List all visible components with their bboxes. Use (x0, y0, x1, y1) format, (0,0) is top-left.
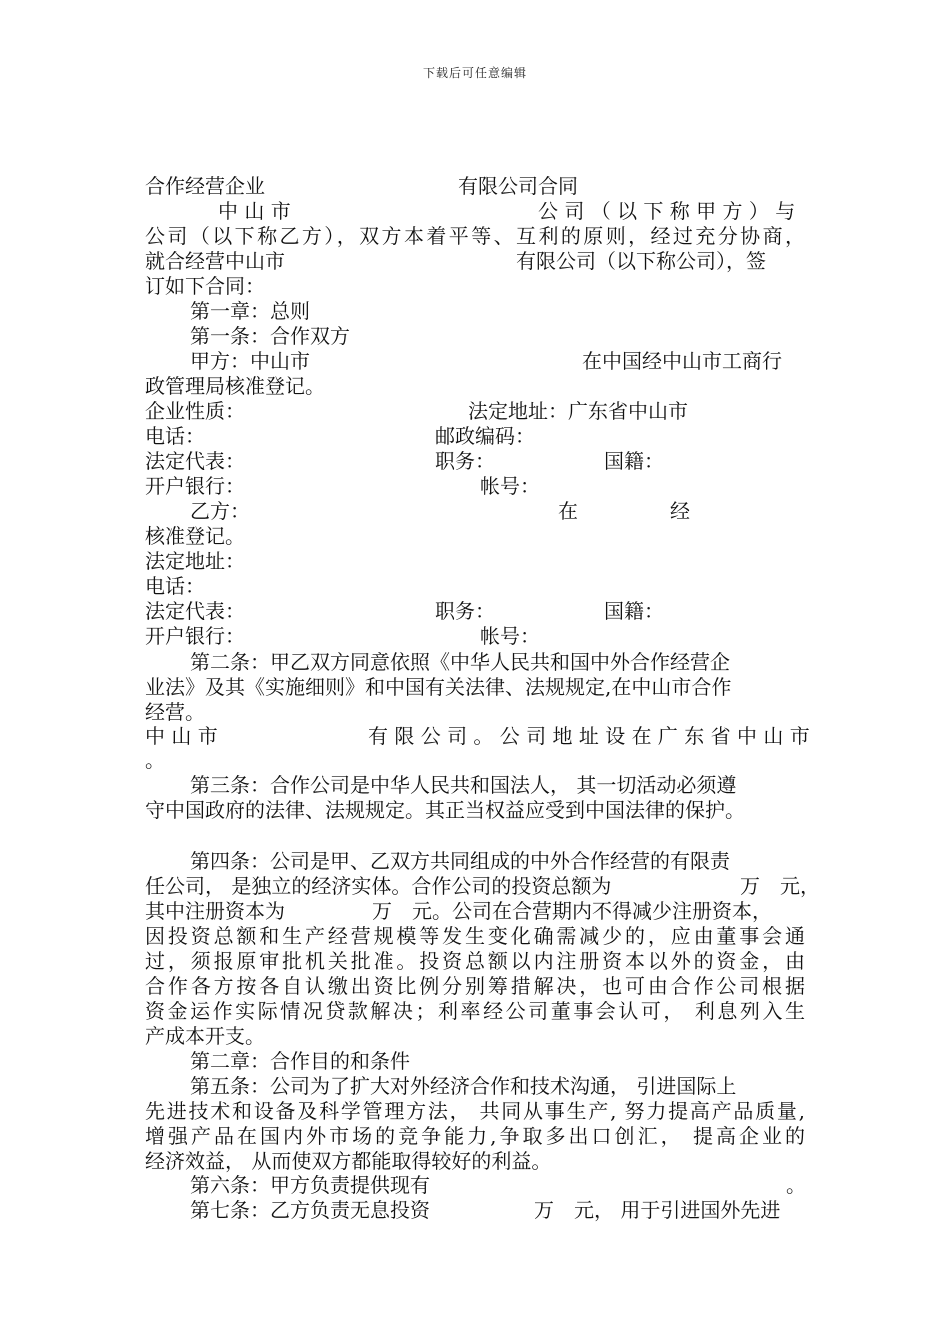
field-nationality: 国籍： (604, 449, 664, 473)
field-position-b: 职务： (435, 599, 495, 623)
field-legal-rep-b: 法定代表： (145, 599, 245, 623)
party-b-via: 经 (670, 499, 690, 523)
party-a-city: 中 山 市 (218, 199, 291, 223)
article-2-line-right: 有 限 公 司 。 公 司 地 址 设 在 广 东 省 中 山 市 (368, 724, 810, 748)
field-position: 职务： (435, 449, 495, 473)
party-a-registration: 政管理局核准登记。 (145, 374, 325, 398)
article-6-line-end: 。 (786, 1173, 806, 1197)
field-legal-address-b: 法定地址： (145, 549, 245, 573)
page-header-note: 下载后可任意编辑 (422, 66, 527, 80)
party-a-line: 甲方：中山市 (190, 349, 310, 373)
article-4-line: 任公司， 是独立的经济实体。合作公司的投资总额为 (145, 874, 612, 898)
article-4-line: 第四条：公司是甲、乙双方共同组成的中外合作经营的有限责 (190, 849, 730, 873)
article-5-line: 经济效益， 从而使双方都能取得较好的利益。 (145, 1149, 552, 1173)
article-2-line: 业法》及其《实施细则》和中国有关法律、法规规定,在中山市合作 (145, 675, 732, 699)
article-4-line: 过，须报原审批机关批准。投资总额以内注册资本以外的资金，由 (145, 949, 805, 973)
article-4-line: 产成本开支。 (145, 1024, 265, 1048)
field-nationality-b: 国籍： (604, 599, 664, 623)
article-4-line-right: 万 元。公司在合营期内不得减少注册资本， (372, 899, 772, 923)
contract-title-left: 合作经营企业 (145, 174, 265, 198)
chapter-heading: 第一章：总则 (190, 299, 310, 323)
preamble-line: 订如下合同： (145, 274, 265, 298)
article-5-line: 第五条：公司为了扩大对外经济合作和技术沟通， 引进国际上 (190, 1074, 737, 1098)
article-7-line: 第七条：乙方负责无息投资 (190, 1198, 430, 1222)
party-b-line: 乙方： (190, 499, 250, 523)
article-4-line: 因投资总额和生产经营规模等发生变化确需减少的，应由董事会通 (145, 924, 805, 948)
article-2-line: 。 (145, 748, 165, 772)
field-account-b: 帐号： (480, 624, 540, 648)
party-b-in: 在 (558, 499, 578, 523)
article-3-line: 守中国政府的法律、法规规定。其正当权益应受到中国法律的保护。 (145, 798, 745, 822)
article-2-line: 经营。 (145, 700, 205, 724)
party-a-line-right: 在中国经中山市工商行 (582, 349, 782, 373)
article-4-line: 其中注册资本为 (145, 899, 285, 923)
article-2-line: 第二条：甲乙双方同意依照《中华人民共和国中外合作经营企 (190, 650, 730, 674)
chapter-heading: 第二章：合作目的和条件 (190, 1049, 410, 1073)
article-2-line: 中 山 市 (145, 724, 218, 748)
article-7-line-right: 万 元， 用于引进国外先进 (534, 1198, 781, 1222)
field-legal-rep: 法定代表： (145, 449, 245, 473)
article-heading: 第一条：合作双方 (190, 324, 350, 348)
preamble-line-right: 有限公司（以下称公司），签 (516, 249, 766, 273)
preamble-line: 就合经营中山市 (145, 249, 285, 273)
field-legal-address: 法定地址：广东省中山市 (468, 399, 688, 423)
field-bank-b: 开户银行： (145, 624, 245, 648)
field-phone: 电话： (145, 424, 205, 448)
article-4-line: 合作各方按各自认缴出资比例分别筹措解决，也可由合作公司根据 (145, 974, 805, 998)
article-5-line: 增强产品在国内外市场的竞争能力,争取多出口创汇， 提高企业的 (145, 1124, 805, 1148)
article-5-line: 先进技术和设备及科学管理方法， 共同从事生产, 努力提高产品质量, (145, 1099, 805, 1123)
contract-title-right: 有限公司合同 (458, 174, 578, 198)
field-phone-b: 电话： (145, 574, 205, 598)
field-postcode: 邮政编码： (435, 424, 535, 448)
party-b-registration: 核准登记。 (145, 524, 245, 548)
preamble-line: 公司（以下称乙方），双方本着平等、互利的原则，经过充分协商， (145, 224, 805, 248)
field-bank: 开户银行： (145, 474, 245, 498)
article-6-line: 第六条：甲方负责提供现有 (190, 1173, 430, 1197)
field-account: 帐号： (480, 474, 540, 498)
field-enterprise-nature: 企业性质： (145, 399, 245, 423)
article-3-line: 第三条：合作公司是中华人民共和国法人， 其一切活动必须遵 (190, 773, 737, 797)
party-a-designation: 公 司 （ 以 下 称 甲 方 ） 与 (538, 199, 796, 223)
article-4-line: 资金运作实际情况贷款解决；利率经公司董事会认可， 利息列入生 (145, 999, 805, 1023)
article-4-line-right: 万 元， (740, 874, 820, 898)
